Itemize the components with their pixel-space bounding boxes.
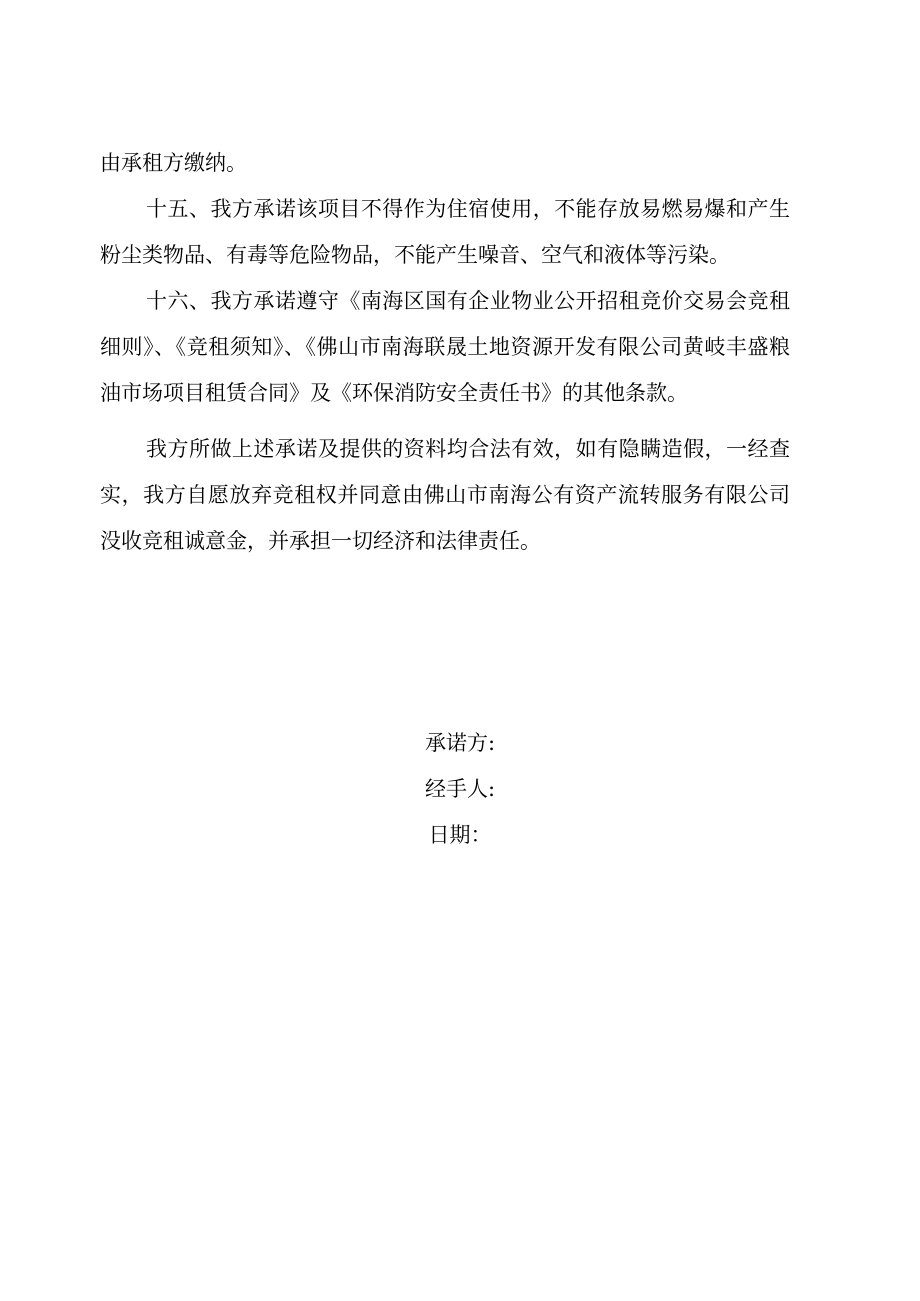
paragraph-clause-15: 十五、我方承诺该项目不得作为住宿使用，不能存放易燃易爆和产生粉尘类物品、有毒等危险物品，不能产生噪音、空气和液体等污染。 bbox=[100, 197, 790, 267]
signature-promisor-label: 承诺方: bbox=[424, 731, 496, 755]
signature-handler-label: 经手人: bbox=[424, 777, 496, 801]
signature-date-label: 日期： bbox=[428, 823, 492, 847]
paragraph-continuation: 由承租方缴纳。 bbox=[100, 151, 247, 175]
declaration-paragraph: 我方所做上述承诺及提供的资料均合法有效，如有隐瞒造假，一经查实，我方自愿放弃竞租权并同意由佛山市南海公有资产流转服务有限公司没收竞租诚意金，并承担一切经济和法律责任。 bbox=[100, 437, 790, 553]
document-body bbox=[100, 140, 790, 564]
paragraph-gap bbox=[100, 416, 790, 426]
paragraph-clause-16: 十六、我方承诺遵守《南海区国有企业物业公开招租竞价交易会竞租细则》、《竞租须知》、《佛山市南海联晟土地资源开发有限公司黄岐丰盛粮油市场项目租赁合同》及《环保消防安全责任书》的其他条款。 bbox=[100, 289, 790, 405]
